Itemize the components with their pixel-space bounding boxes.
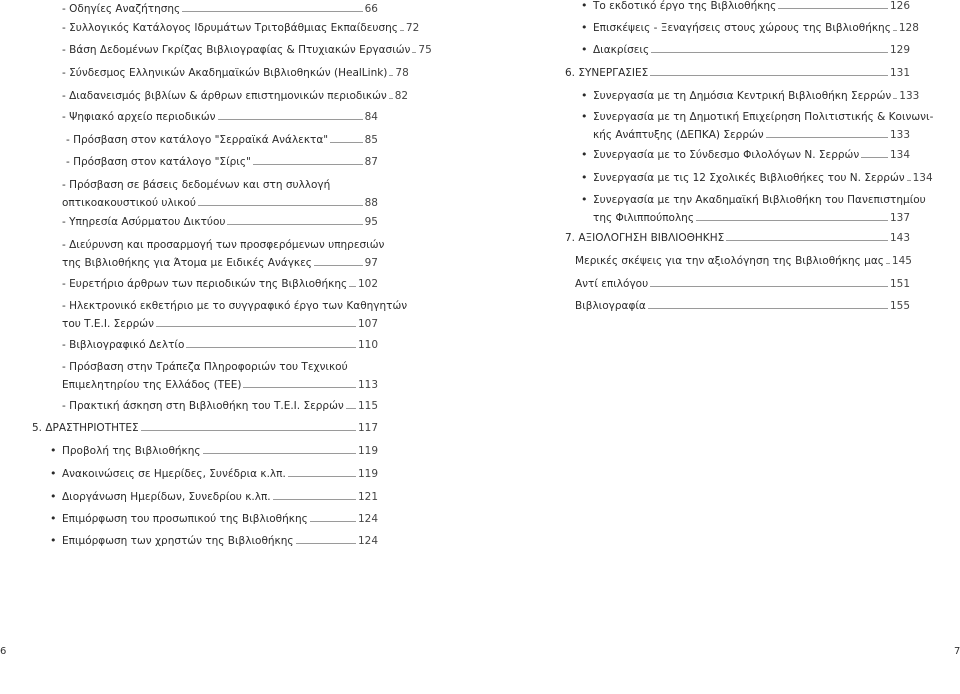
toc-entry — [565, 64, 910, 82]
toc-entry — [575, 252, 910, 270]
dot-leader — [886, 263, 890, 264]
toc-entry — [593, 19, 919, 37]
dot-leader — [349, 286, 356, 287]
dot-leader — [907, 180, 911, 181]
toc-entry-title: - Πρόσβαση σε βάσεις δεδομένων και στη συλλογή — [62, 179, 331, 191]
toc-entry-page: 124 — [357, 535, 378, 547]
toc-entry — [62, 442, 378, 460]
toc-entry — [62, 488, 378, 506]
dot-leader — [198, 205, 363, 206]
toc-entry-title: Βιβλιογραφία — [575, 300, 646, 312]
toc-entry-title: 7. ΑΞΙΟΛΟΓΗΣΗ ΒΙΒΛΙΟΘΗΚΗΣ — [565, 232, 725, 244]
toc-entry-page: 137 — [889, 212, 910, 224]
toc-entry-title: • Επισκέψεις - Ξεναγήσεις στους χώρους της Βιβλιοθήκης — [593, 22, 891, 34]
toc-entry-page: 88 — [364, 197, 378, 209]
dot-leader — [651, 52, 888, 53]
dot-leader — [648, 308, 888, 309]
toc-entry-title: - Συλλογικός Κατάλογος Ιδρυμάτων Τριτοβάθμιας Εκπαίδευσης — [62, 22, 398, 34]
toc-entry-title: - Οδηγίες Αναζήτησης — [62, 3, 181, 15]
dot-leader — [650, 75, 888, 76]
toc-entry — [32, 419, 378, 437]
toc-entry-title: - Πρόσβαση στην Τράπεζα Πληροφοριών του Τεχνικού — [62, 361, 348, 373]
toc-entry — [62, 297, 408, 333]
toc-entry-title: του Τ.Ε.Ι. Σερρών — [62, 318, 154, 330]
toc-entry-title: - Πρακτική άσκηση στη Βιβλιοθήκη του Τ.Ε.Ι. Σερρών — [62, 400, 344, 412]
toc-entry-page: 133 — [889, 129, 910, 141]
toc-entry — [66, 131, 378, 149]
toc-entry-page: 143 — [889, 232, 910, 244]
toc-entry-page: 115 — [357, 400, 378, 412]
toc-entry-title: • Το εκδοτικό έργο της Βιβλιοθήκης — [593, 0, 777, 12]
toc-entry-title: 5. ΔΡΑΣΤΗΡΙΟΤΗΤΕΣ — [32, 422, 139, 434]
page-number-right: 7 — [954, 646, 960, 657]
dot-leader — [400, 30, 404, 31]
dot-leader — [389, 75, 393, 76]
dot-leader — [412, 52, 416, 53]
dot-leader — [218, 119, 363, 120]
toc-entry-title: της Φιλιππούπολης — [593, 212, 694, 224]
toc-entry — [593, 191, 926, 227]
toc-entry-page: 95 — [364, 216, 378, 228]
toc-entry-page: 119 — [357, 468, 378, 480]
toc-entry-title: Αντί επιλόγου — [575, 278, 649, 290]
toc-entry-title: - Βάση Δεδομένων Γκρίζας Βιβλιογραφίας & Πτυχιακών Εργασιών — [62, 44, 411, 56]
toc-entry-page: 134 — [889, 149, 910, 161]
toc-entry-title: - Πρόσβαση στον κατάλογο "Σερραϊκά Ανάλεκτα" — [66, 134, 329, 146]
dot-leader — [696, 220, 888, 221]
toc-entry-page: 113 — [357, 379, 378, 391]
toc-entry — [62, 19, 420, 37]
dot-leader — [296, 543, 356, 544]
toc-entry-page: 134 — [912, 172, 933, 184]
toc-entry — [62, 108, 378, 126]
toc-entry-page: 87 — [364, 156, 378, 168]
dot-leader — [141, 430, 356, 431]
toc-entry-page: 72 — [405, 22, 420, 34]
toc-entry-page: 85 — [364, 134, 378, 146]
toc-entry — [62, 213, 378, 231]
dot-leader — [389, 98, 393, 99]
toc-entry-page: 78 — [395, 67, 409, 79]
toc-entry-title: • Συνεργασία με τη Δημόσια Κεντρική Βιβλιοθήκη Σερρών — [593, 90, 892, 102]
dot-leader — [273, 499, 356, 500]
dot-leader — [288, 476, 356, 477]
toc-entry — [62, 41, 432, 59]
dot-leader — [330, 142, 363, 143]
toc-entry — [565, 229, 910, 247]
toc-entry-title: Επιμελητηρίου της Ελλάδος (ΤΕΕ) — [62, 379, 242, 391]
toc-entry-page: 102 — [357, 278, 378, 290]
toc-entry-title: • Προβολή της Βιβλιοθήκης — [62, 445, 201, 457]
dot-leader — [650, 286, 888, 287]
toc-entry-title: - Πρόσβαση στον κατάλογο "Σίρις" — [66, 156, 251, 168]
toc-entry-title: - Ψηφιακό αρχείο περιοδικών — [62, 111, 216, 123]
toc-entry-page: 75 — [418, 44, 432, 56]
toc-entry — [62, 87, 409, 105]
toc-entry — [593, 108, 934, 144]
toc-entry — [593, 41, 910, 59]
dot-leader — [253, 164, 363, 165]
toc-entry — [62, 64, 409, 82]
toc-entry-page: 82 — [394, 90, 409, 102]
dot-leader — [893, 98, 897, 99]
toc-entry — [62, 336, 378, 354]
dot-leader — [314, 265, 363, 266]
toc-entry-page: 110 — [357, 339, 378, 351]
toc-entry-title: - Διεύρυνση και προσαρμογή των προσφερόμενων υπηρεσιών — [62, 239, 385, 251]
toc-entry-page: 117 — [357, 422, 378, 434]
dot-leader — [893, 30, 897, 31]
toc-entry-title: της Βιβλιοθήκης για Άτομα με Ειδικές Ανάγκες — [62, 257, 312, 269]
toc-entry-page: 66 — [364, 3, 378, 15]
toc-entry-page: 84 — [364, 111, 378, 123]
toc-entry — [593, 169, 933, 187]
toc-entry-page: 126 — [889, 0, 910, 12]
toc-entry-page: 145 — [891, 255, 912, 267]
toc-entry-page: 155 — [889, 300, 910, 312]
toc-entry — [62, 358, 378, 394]
dot-leader — [227, 224, 362, 225]
toc-entry-title: - Ευρετήριο άρθρων των περιοδικών της Βιβλιοθήκης — [62, 278, 348, 290]
toc-entry-page: 121 — [357, 491, 378, 503]
toc-entry-title: - Διαδανεισμός βιβλίων & άρθρων επιστημονικών περιοδικών — [62, 90, 387, 102]
toc-entry-title: - Ηλεκτρονικό εκθετήριο με το συγγραφικό έργο των Καθηγητών — [62, 300, 408, 312]
page-number-left: 6 — [0, 646, 7, 657]
toc-entry — [593, 146, 910, 164]
toc-entry-title: - Σύνδεσμος Ελληνικών Ακαδημαϊκών Βιβλιοθηκών (HealLink) — [62, 67, 388, 79]
dot-leader — [310, 521, 356, 522]
dot-leader — [186, 347, 356, 348]
toc-entry-page: 133 — [899, 90, 920, 102]
dot-leader — [778, 8, 888, 9]
toc-entry-page: 131 — [889, 67, 910, 79]
toc-entry — [593, 0, 910, 15]
dot-leader — [726, 240, 888, 241]
toc-entry — [62, 510, 378, 528]
toc-entry — [593, 87, 920, 105]
toc-entry — [575, 275, 910, 293]
toc-entry — [62, 465, 378, 483]
toc-entry-title: • Διακρίσεις — [593, 44, 650, 56]
toc-entry — [62, 236, 385, 272]
toc-entry-title: • Συνεργασία με το Σύνδεσμο Φιλολόγων Ν. Σερρών — [593, 149, 860, 161]
toc-entry — [62, 0, 378, 18]
toc-entry-title: Μερικές σκέψεις για την αξιολόγηση της Βιβλιοθήκης μας — [575, 255, 884, 267]
toc-entry — [62, 532, 378, 550]
toc-entry-title: • Επιμόρφωση των χρηστών της Βιβλιοθήκης — [62, 535, 294, 547]
toc-entry-page: 151 — [889, 278, 910, 290]
toc-entry-page: 107 — [357, 318, 378, 330]
toc-entry-page: 124 — [357, 513, 378, 525]
toc-entry-title: οπτικοακουστικού υλικού — [62, 197, 196, 209]
dot-leader — [861, 157, 888, 158]
toc-entry-page: 128 — [898, 22, 919, 34]
dot-leader — [203, 453, 356, 454]
toc-entry-title: - Βιβλιογραφικό Δελτίο — [62, 339, 185, 351]
toc-entry — [575, 297, 910, 315]
toc-entry — [66, 153, 378, 171]
dot-leader — [346, 408, 356, 409]
toc-entry-title: • Επιμόρφωση του προσωπικού της Βιβλιοθήκης — [62, 513, 308, 525]
dot-leader — [243, 387, 356, 388]
toc-entry-page: 97 — [364, 257, 378, 269]
toc-entry — [62, 176, 378, 212]
dot-leader — [156, 326, 356, 327]
toc-entry-title: • Συνεργασία με τις 12 Σχολικές Βιβλιοθήκες του Ν. Σερρών — [593, 172, 905, 184]
dot-leader — [182, 11, 362, 12]
toc-entry-title: • Διοργάνωση Ημερίδων, Συνεδρίου κ.λπ. — [62, 491, 271, 503]
toc-entry-title: - Υπηρεσία Ασύρματου Δικτύου — [62, 216, 226, 228]
dot-leader — [766, 137, 888, 138]
toc-entry — [62, 397, 378, 415]
toc-entry-page: 119 — [357, 445, 378, 457]
toc-entry-title: • Συνεργασία με τη Δημοτική Επιχείρηση Πολιτιστικής & Κοινωνι- — [593, 111, 934, 123]
toc-entry-page: 129 — [889, 44, 910, 56]
toc-entry — [62, 275, 378, 293]
toc-entry-title: • Συνεργασία με την Ακαδημαϊκή Βιβλιοθήκη του Πανεπιστημίου — [593, 194, 926, 206]
toc-entry-title: • Ανακοινώσεις σε Ημερίδες, Συνέδρια κ.λπ. — [62, 468, 286, 480]
toc-entry-title: κής Ανάπτυξης (ΔΕΠΚΑ) Σερρών — [593, 129, 764, 141]
toc-entry-title: 6. ΣΥΝΕΡΓΑΣΙΕΣ — [565, 67, 649, 79]
